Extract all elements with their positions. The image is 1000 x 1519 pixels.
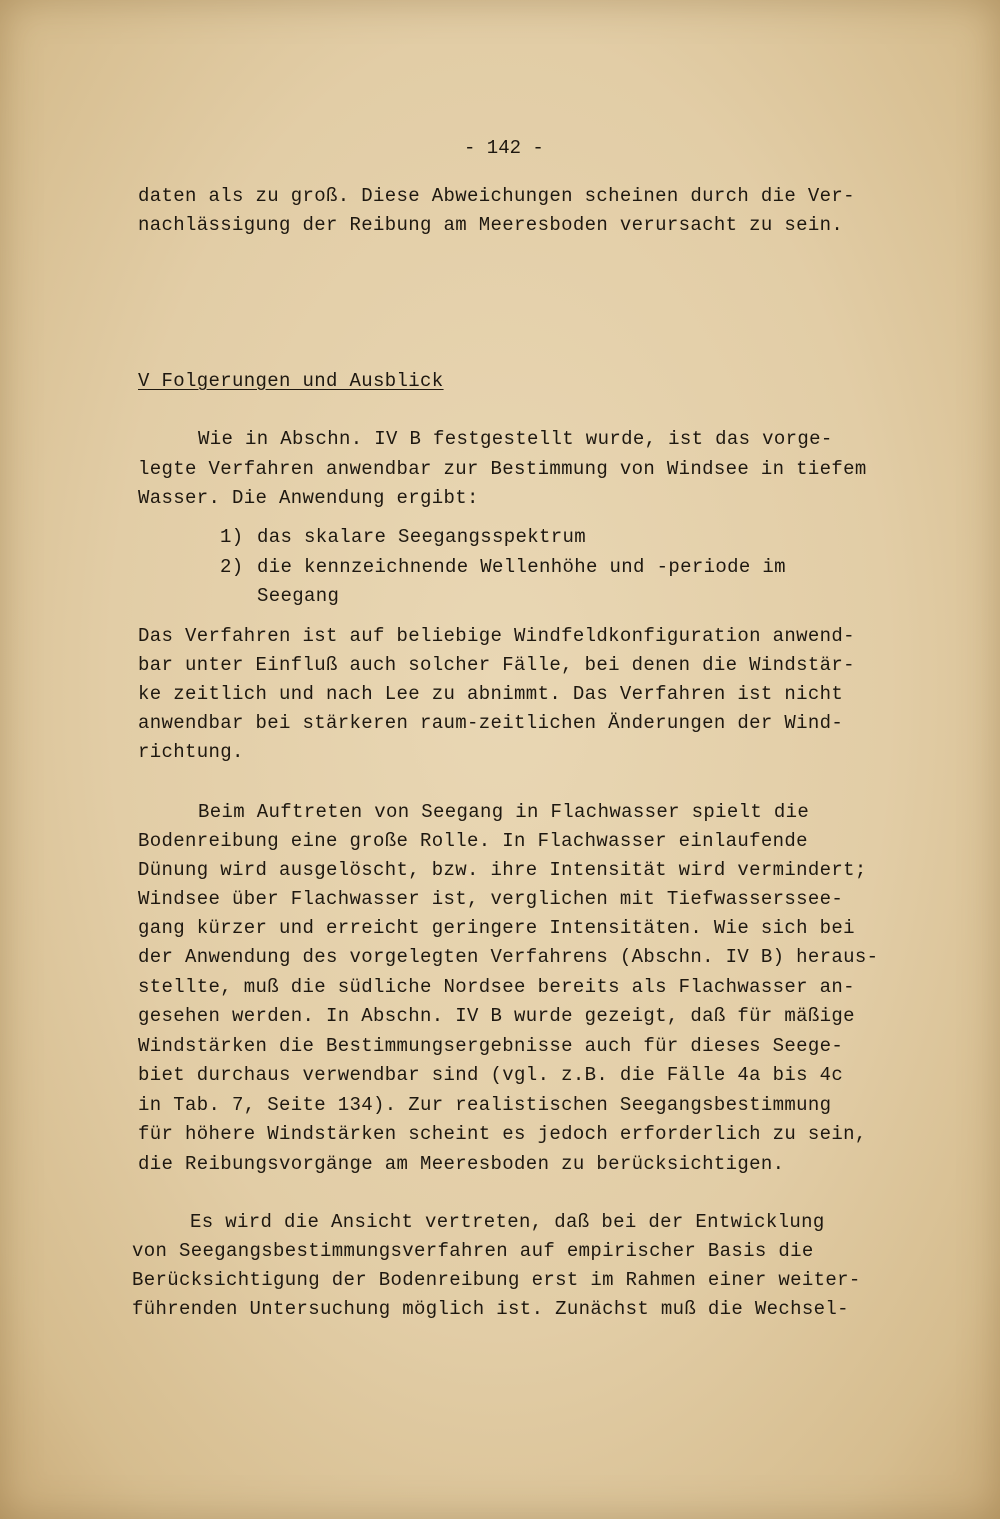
text-line: legte Verfahren anwendbar zur Bestimmung von Windsee in tiefem: [138, 458, 867, 480]
text-line: Bodenreibung eine große Rolle. In Flachwasser einlaufende: [138, 830, 808, 852]
text-line: Es wird die Ansicht vertreten, daß bei der Entwicklung: [190, 1211, 825, 1233]
text-line: Windstärken die Bestimmungsergebnisse auch für dieses Seege-: [138, 1035, 844, 1057]
text-line: in Tab. 7, Seite 134). Zur realistischen Seegangsbestimmung: [138, 1094, 832, 1116]
page-number: - 142 -: [464, 137, 544, 159]
text-line: richtung.: [138, 741, 244, 763]
text-line: nachlässigung der Reibung am Meeresboden verursacht zu sein.: [138, 214, 844, 236]
text-line: ke zeitlich und nach Lee zu abnimmt. Das Verfahren ist nicht: [138, 683, 844, 705]
text-line: bar unter Einfluß auch solcher Fälle, bei denen die Windstär-: [138, 654, 855, 676]
text-line: Das Verfahren ist auf beliebige Windfeldkonfiguration anwend-: [138, 625, 855, 647]
text-line: der Anwendung des vorgelegten Verfahrens (Abschn. IV B) heraus-: [138, 946, 879, 968]
list-item: Seegang: [257, 585, 340, 607]
text-line: Wasser. Die Anwendung ergibt:: [138, 487, 479, 509]
text-line: anwendbar bei stärkeren raum-zeitlichen Änderungen der Wind-: [138, 712, 844, 734]
text-line: Dünung wird ausgelöscht, bzw. ihre Intensität wird vermindert;: [138, 859, 867, 881]
text-line: von Seegangsbestimmungsverfahren auf empirischer Basis die: [132, 1240, 814, 1262]
text-line: Beim Auftreten von Seegang in Flachwasser spielt die: [198, 801, 810, 823]
text-line: Wie in Abschn. IV B festgestellt wurde, ist das vorge-: [198, 428, 833, 450]
list-item: die kennzeichnende Wellenhöhe und -periode im: [257, 556, 786, 578]
section-heading: V Folgerungen und Ausblick: [138, 370, 444, 392]
text-line: biet durchaus verwendbar sind (vgl. z.B. die Fälle 4a bis 4c: [138, 1064, 844, 1086]
list-item-marker: 1): [220, 526, 244, 548]
text-line: gang kürzer und erreicht geringere Intensitäten. Wie sich bei: [138, 917, 855, 939]
list-item: das skalare Seegangsspektrum: [257, 526, 587, 548]
text-line: die Reibungsvorgänge am Meeresboden zu berücksichtigen.: [138, 1153, 785, 1175]
list-item-marker: 2): [220, 556, 244, 578]
text-line: Berücksichtigung der Bodenreibung erst im Rahmen einer weiter-: [132, 1269, 861, 1291]
text-line: stellte, muß die südliche Nordsee bereits als Flachwasser an-: [138, 976, 855, 998]
text-line: führenden Untersuchung möglich ist. Zunächst muß die Wechsel-: [132, 1298, 849, 1320]
text-line: für höhere Windstärken scheint es jedoch erforderlich zu sein,: [138, 1123, 867, 1145]
text-line: daten als zu groß. Diese Abweichungen scheinen durch die Ver-: [138, 185, 855, 207]
text-line: Windsee über Flachwasser ist, verglichen mit Tiefwasserssee-: [138, 888, 844, 910]
text-line: gesehen werden. In Abschn. IV B wurde gezeigt, daß für mäßige: [138, 1005, 855, 1027]
